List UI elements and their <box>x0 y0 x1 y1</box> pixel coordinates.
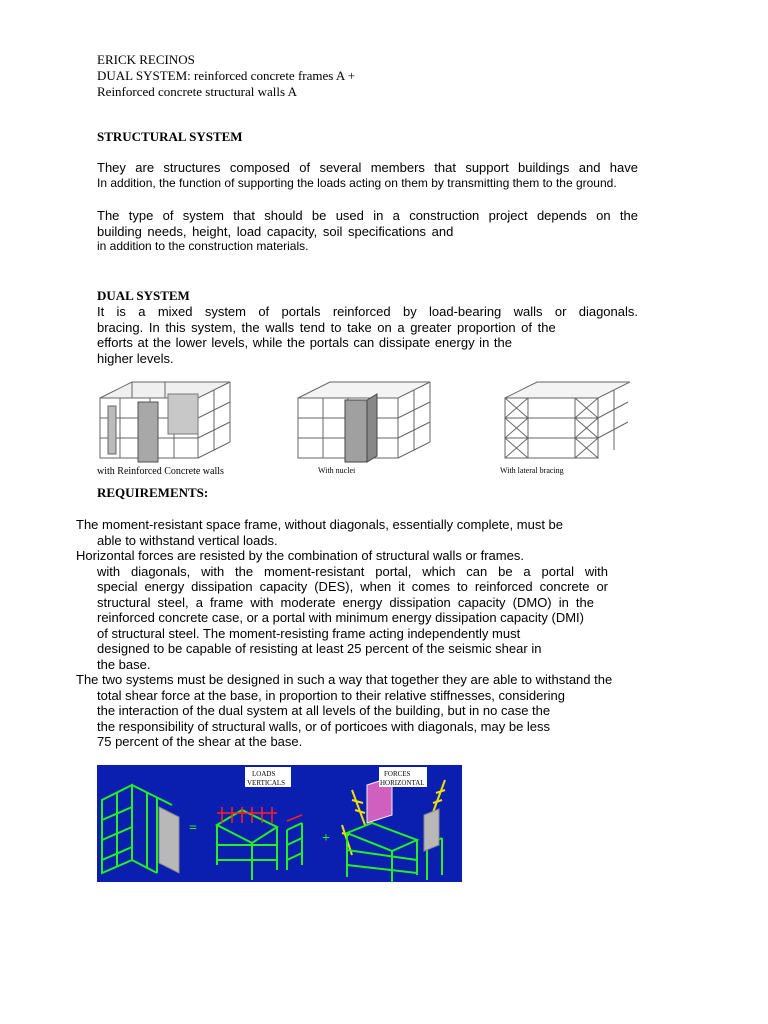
requirement-text: special energy dissipation capacity (DES), when it comes to reinforced concrete or <box>97 579 608 594</box>
structural-system-heading: STRUCTURAL SYSTEM <box>97 129 243 144</box>
requirement-text: structural steel, a frame with moderate energy dissipation capacity (DMO) in the <box>97 594 594 610</box>
requirement-text: The two systems must be designed in such a way that together they are able to withstand the <box>76 672 613 687</box>
requirement-text: able to withstand vertical loads. <box>97 532 278 548</box>
paragraph-line: higher levels. <box>97 350 174 366</box>
paragraph-line: The type of system that should be used in a construction project depends on the <box>97 208 638 223</box>
side-wall-illustration <box>424 809 439 851</box>
requirement-item-3-continuation <box>97 688 565 750</box>
document-subtitle: Reinforced concrete structural walls A <box>97 84 297 99</box>
paragraph-line: in addition to the construction materials. <box>97 239 309 253</box>
dual-system-heading: DUAL SYSTEM <box>97 288 190 303</box>
figure-caption-nuclei: With nuclei <box>318 466 356 475</box>
document-title: DUAL SYSTEM: reinforced concrete frames A + <box>97 68 356 83</box>
requirement-item-2-continuation <box>97 564 608 673</box>
requirement-text: with diagonals, with the moment-resistant portal, which can be a portal with <box>97 563 608 579</box>
requirement-text: 75 percent of the shear at the base. <box>97 734 303 749</box>
requirement-text: designed to be capable of resisting at least 25 percent of the seismic shear in <box>97 641 542 656</box>
equals-sign: = <box>189 821 197 836</box>
paragraph-line: efforts at the lower levels, while the portals can dissipate energy in the <box>97 335 512 350</box>
requirement-text: of structural steel. The moment-resisting frame acting independently must <box>97 625 521 641</box>
requirement-text: Horizontal forces are resisted by the combination of structural walls or frames. <box>76 548 524 563</box>
forces-label-line1: FORCES <box>384 770 411 778</box>
requirement-item-1 <box>76 517 563 548</box>
requirement-text: The moment-resistant space frame, without diagonals, essentially complete, must be <box>76 517 564 532</box>
paragraph-line: It is a mixed system of portals reinforced by load-bearing walls or diagonals. <box>97 304 638 319</box>
loads-label-line2: VERTICALS <box>247 779 286 787</box>
figure-caption-bracing: With lateral bracing <box>500 466 564 475</box>
paragraph-line: In addition, the function of supporting the loads acting on them by transmitting them to the ground. <box>97 175 617 190</box>
vertical-loads-arrows <box>217 807 302 823</box>
requirement-text: the base. <box>97 656 151 672</box>
author-name: ERICK RECINOS <box>97 52 195 67</box>
load-combination-diagram <box>97 765 462 882</box>
building-with-nuclei-illustration <box>298 382 430 462</box>
plus-sign: + <box>322 831 330 846</box>
paragraph-line: bracing. In this system, the walls tend to take on a greater proportion of the <box>97 319 556 335</box>
paragraph-line: They are structures composed of several members that support buildings and have <box>97 160 638 175</box>
combined-wall-illustration <box>159 807 179 873</box>
structural-paragraph-2 <box>97 208 638 255</box>
dual-system-paragraph <box>97 304 638 366</box>
requirements-heading: REQUIREMENTS: <box>97 485 209 500</box>
figure-caption-walls: with Reinforced Concrete walls <box>97 466 224 477</box>
requirement-text: the responsibility of structural walls, or of porticoes with diagonals, may be less <box>97 718 551 734</box>
loads-label-line1: LOADS <box>252 770 276 778</box>
requirement-text: the interaction of the dual system at all levels of the building, but in no case the <box>97 703 551 718</box>
building-with-walls-illustration <box>100 382 230 462</box>
structural-paragraph-1 <box>97 160 638 191</box>
building-with-bracing-illustration <box>505 382 630 458</box>
requirement-item-3 <box>76 672 612 688</box>
requirement-text: total shear force at the base, in proportion to their relative stiffnesses, considering <box>97 687 566 703</box>
load-combination-figure <box>97 765 462 882</box>
forces-label-line2: HORIZONTAL <box>380 779 425 787</box>
requirement-item-2 <box>76 548 524 564</box>
requirement-text: reinforced concrete case, or a portal with minimum energy dissipation capacity (DMI) <box>97 610 584 625</box>
paragraph-line: building needs, height, load capacity, soil specifications and <box>97 223 454 239</box>
